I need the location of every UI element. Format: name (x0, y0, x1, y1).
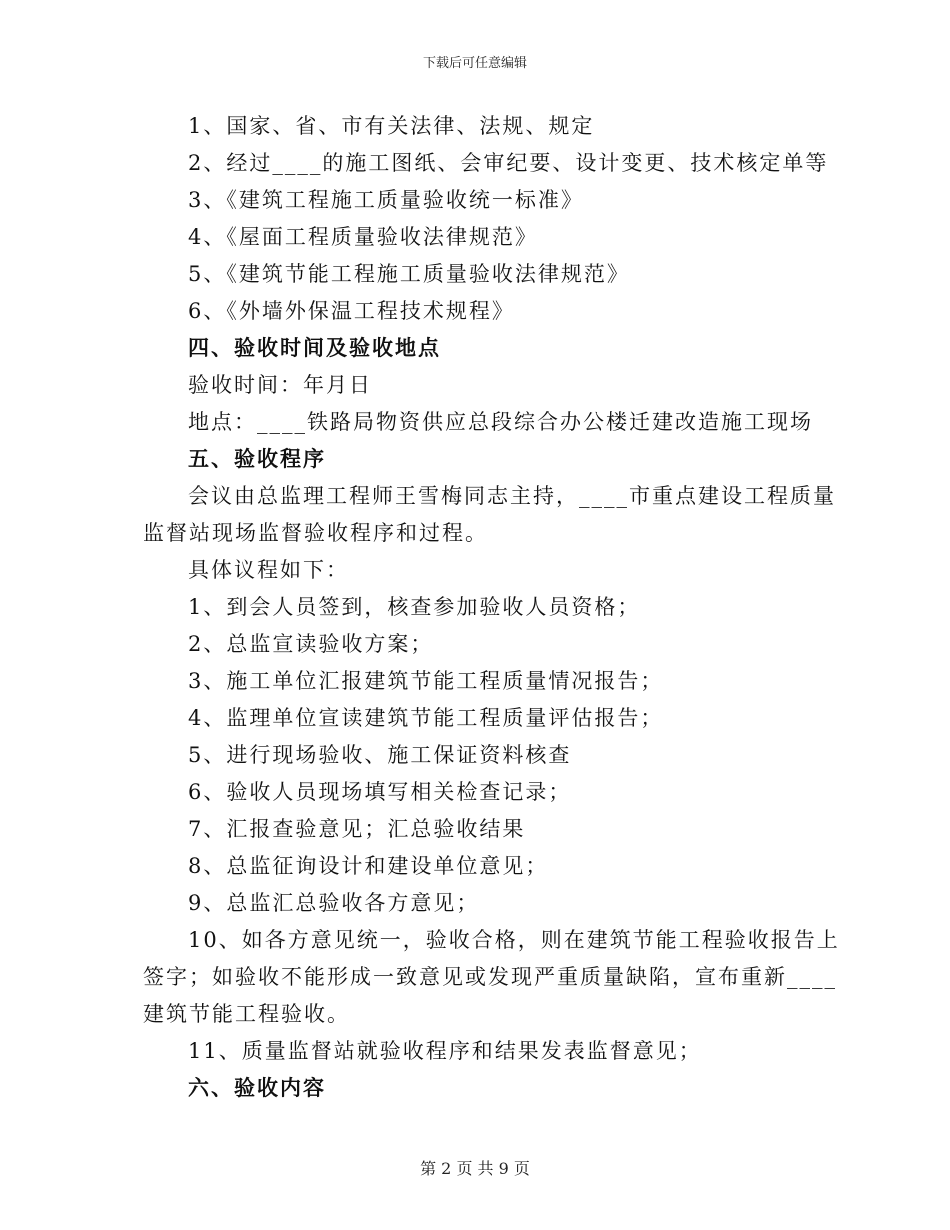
page-header: 下载后可任意编辑 (422, 56, 527, 71)
procedure-intro-line-2: 监督站现场监督验收程序和过程。 (143, 521, 488, 545)
inspection-place: 地点：____铁路局物资供应总段综合办公楼迁建改造施工现场 (188, 410, 813, 434)
basis-item-4: 4、《屋面工程质量验收法律规范》 (188, 225, 538, 249)
section-heading-6: 六、验收内容 (188, 1075, 326, 1100)
agenda-label: 具体议程如下： (188, 558, 349, 582)
inspection-time: 验收时间：年月日 (188, 373, 372, 397)
agenda-item-8: 8、总监征询设计和建设单位意见； (188, 854, 549, 878)
basis-item-2: 2、经过____的施工图纸、会审纪要、设计变更、技术核定单等 (188, 151, 829, 175)
procedure-intro-line-1: 会议由总监理工程师王雪梅同志主持，____市重点建设工程质量 (188, 484, 836, 508)
basis-item-5: 5、《建筑节能工程施工质量验收法律规范》 (188, 262, 630, 286)
basis-item-3: 3、《建筑工程施工质量验收统一标准》 (188, 188, 584, 212)
agenda-item-4: 4、监理单位宣读建筑节能工程质量评估报告； (188, 706, 664, 730)
agenda-item-6: 6、验收人员现场填写相关检查记录； (188, 780, 572, 804)
agenda-item-5: 5、进行现场验收、施工保证资料核查 (188, 743, 572, 767)
agenda-item-7: 7、汇报查验意见；汇总验收结果 (188, 817, 526, 841)
agenda-item-1: 1、到会人员签到，核查参加验收人员资格； (188, 595, 641, 619)
agenda-item-11: 11、质量监督站就验收程序和结果发表监督意见； (188, 1039, 702, 1063)
agenda-item-10-line-3: 建筑节能工程验收。 (143, 1002, 350, 1026)
agenda-item-9: 9、总监汇总验收各方意见； (188, 891, 480, 915)
basis-item-6: 6、《外墙外保温工程技术规程》 (188, 299, 515, 323)
agenda-item-3: 3、施工单位汇报建筑节能工程质量情况报告； (188, 669, 664, 693)
agenda-item-10-line-2: 签字；如验收不能形成一致意见或发现严重质量缺陷，宣布重新____ (143, 965, 837, 989)
agenda-item-2: 2、总监宣读验收方案； (188, 632, 434, 656)
section-heading-4: 四、验收时间及验收地点 (188, 335, 441, 360)
page-footer: 第 2 页 共 9 页 (420, 1159, 530, 1178)
agenda-item-10-line-1: 10、如各方意见统一，验收合格，则在建筑节能工程验收报告上 (188, 928, 840, 952)
section-heading-5: 五、验收程序 (188, 446, 326, 471)
basis-item-1: 1、国家、省、市有关法律、法规、规定 (188, 114, 595, 138)
